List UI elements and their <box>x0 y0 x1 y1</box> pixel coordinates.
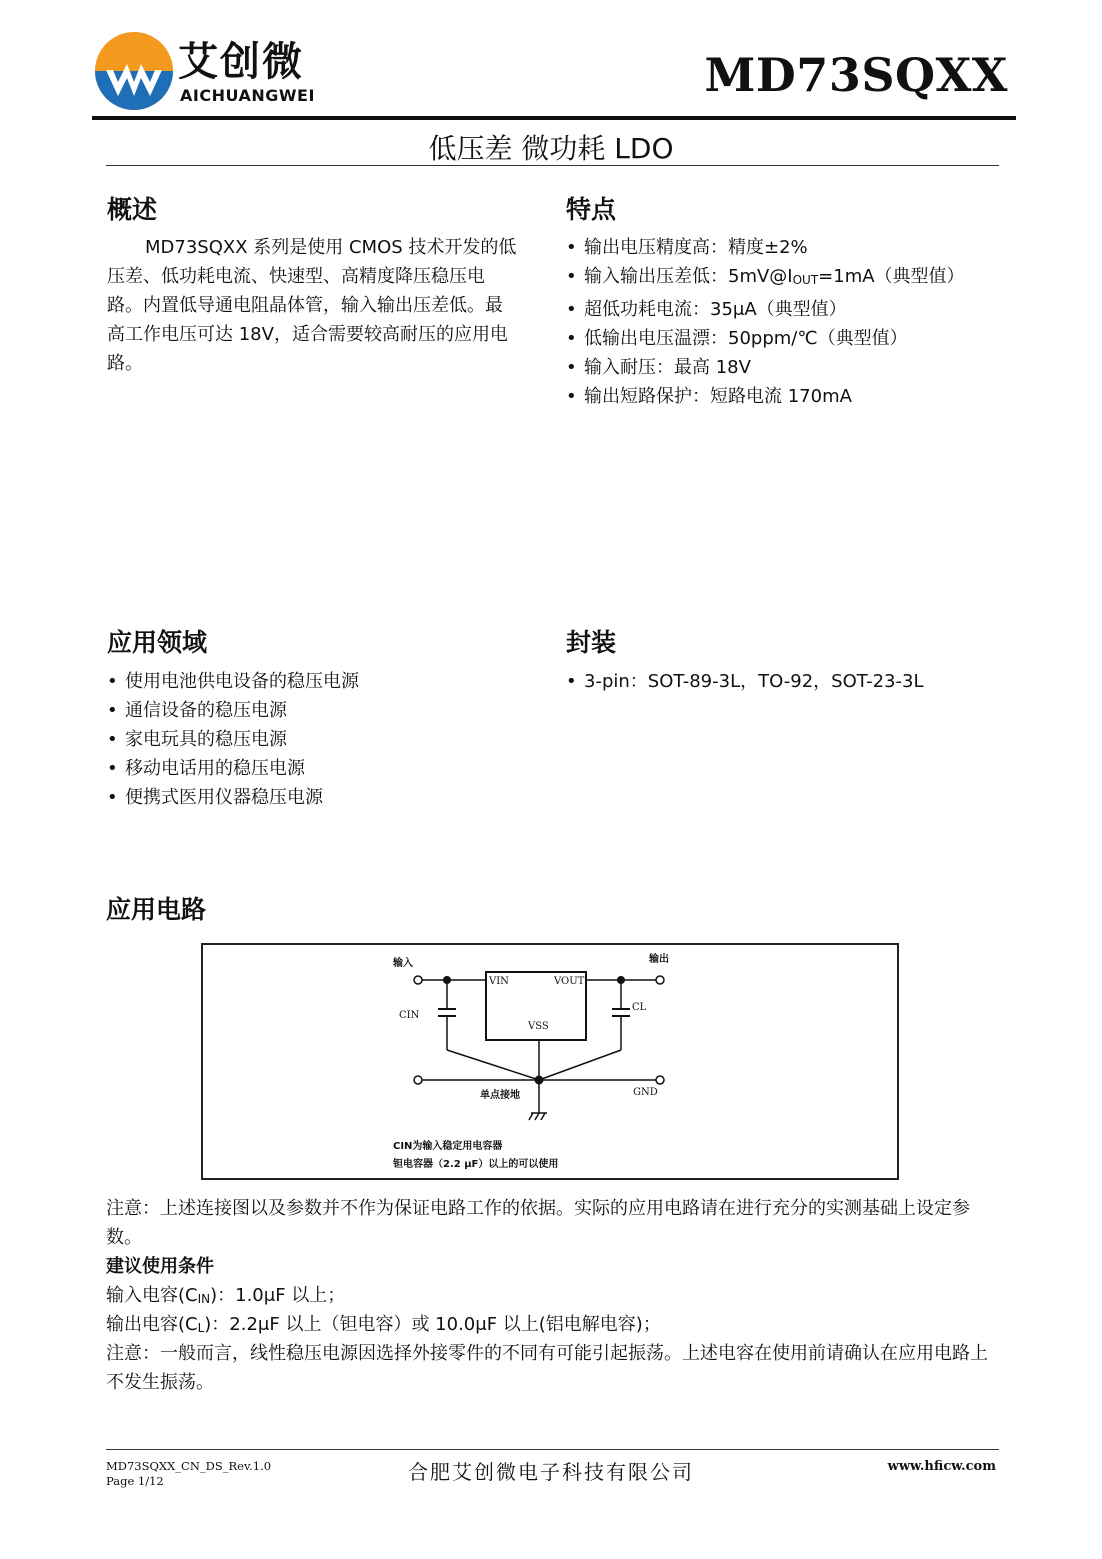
list-item: • 使用电池供电设备的稳压电源 <box>107 667 359 696</box>
applications-list <box>107 667 359 812</box>
cl-label: CL <box>632 1002 647 1013</box>
package-list <box>566 667 923 696</box>
footer-rule <box>106 1449 999 1450</box>
features-list <box>566 233 965 411</box>
overview-text: MD73SQXX 系列是使用 CMOS 技术开发的低压差、低功耗电流、快速型、高精度降压稳压电路。内置低导通电阻晶体管，输入输出压差低。最高工作电压可达 18V，适合需要较高耐压的应用电路。 <box>107 237 517 374</box>
list-item: • 低输出电压温漂：50ppm/℃（典型值） <box>566 324 965 353</box>
package-heading: 封装 <box>566 628 617 657</box>
brand-name-en: AICHUANGWEI <box>180 86 315 105</box>
oscillation-note: 注意：一般而言，线性稳压电源因选择外接零件的不同有可能引起振荡。上述电容在使用前请确认在应用电路上不发生振荡。 <box>106 1343 988 1393</box>
doc-id: MD73SQXX_CN_DS_Rev.1.0 <box>106 1459 272 1473</box>
circuit-note-line1: CIN为输入稳定用电容器 <box>393 1141 503 1152</box>
input-label: 输入 <box>393 958 413 969</box>
circuit-diagram <box>201 943 899 1180</box>
cl-condition: 输出电容$(C_L)$：2.2μF 以上（钽电容）或 10.0μF 以上(铝电解电容)； <box>106 1314 661 1335</box>
list-item: • 输出电压精度高：精度±2% <box>566 233 965 262</box>
vout-pin-label: VOUT <box>554 976 585 987</box>
vss-pin-label: VSS <box>528 1021 549 1032</box>
circuit-schematic <box>203 945 897 1178</box>
title-rule <box>106 165 999 166</box>
part-number: MD73SQXX <box>704 48 1008 102</box>
footer-website: www.hficw.com <box>887 1459 996 1474</box>
brand-name-cn: 艾创微 <box>178 39 304 85</box>
document-title: 低压差 微功耗 LDO <box>428 132 674 165</box>
list-item: • 家电玩具的稳压电源 <box>107 725 359 754</box>
cin-condition: 输入电容$(C_{IN})$：1.0μF 以上； <box>106 1285 346 1306</box>
list-item: • 输出短路保护：短路电流 170mA <box>566 382 965 411</box>
output-label: 输出 <box>649 954 669 965</box>
conditions-heading: 建议使用条件 <box>106 1256 214 1277</box>
circuit-note-line2: 钽电容器（2.2 μF）以上的可以使用 <box>393 1159 559 1170</box>
header-rule <box>92 116 1016 120</box>
circuit-heading: 应用电路 <box>106 895 207 924</box>
vin-pin-label: VIN <box>489 976 509 987</box>
list-item: • 通信设备的稳压电源 <box>107 696 359 725</box>
page-number: Page 1/12 <box>106 1474 164 1488</box>
circuit-disclaimer: 注意：上述连接图以及参数并不作为保证电路工作的依据。实际的应用电路请在进行充分的实测基础上设定参数。 <box>106 1198 970 1248</box>
list-item: • 便携式医用仪器稳压电源 <box>107 783 359 812</box>
single-point-ground-label: 单点接地 <box>480 1090 520 1101</box>
list-item: • 输入耐压：最高 18V <box>566 353 965 382</box>
features-heading: 特点 <box>566 195 617 224</box>
gnd-label: GND <box>633 1087 658 1098</box>
cin-label: CIN <box>399 1010 420 1021</box>
list-item: • 3-pin：SOT-89-3L，TO-92，SOT-23-3L <box>566 667 923 696</box>
list-item: • 移动电话用的稳压电源 <box>107 754 359 783</box>
footer-company: 合肥艾创微电子科技有限公司 <box>408 1460 694 1484</box>
list-item: • 输入输出压差低：$5mV@I_{OUT}=1mA$（典型值） <box>566 262 965 295</box>
list-item: • 超低功耗电流：35μA（典型值） <box>566 295 965 324</box>
applications-heading: 应用领域 <box>107 628 208 657</box>
overview-heading: 概述 <box>107 195 158 224</box>
logo-mark-icon <box>95 32 173 110</box>
